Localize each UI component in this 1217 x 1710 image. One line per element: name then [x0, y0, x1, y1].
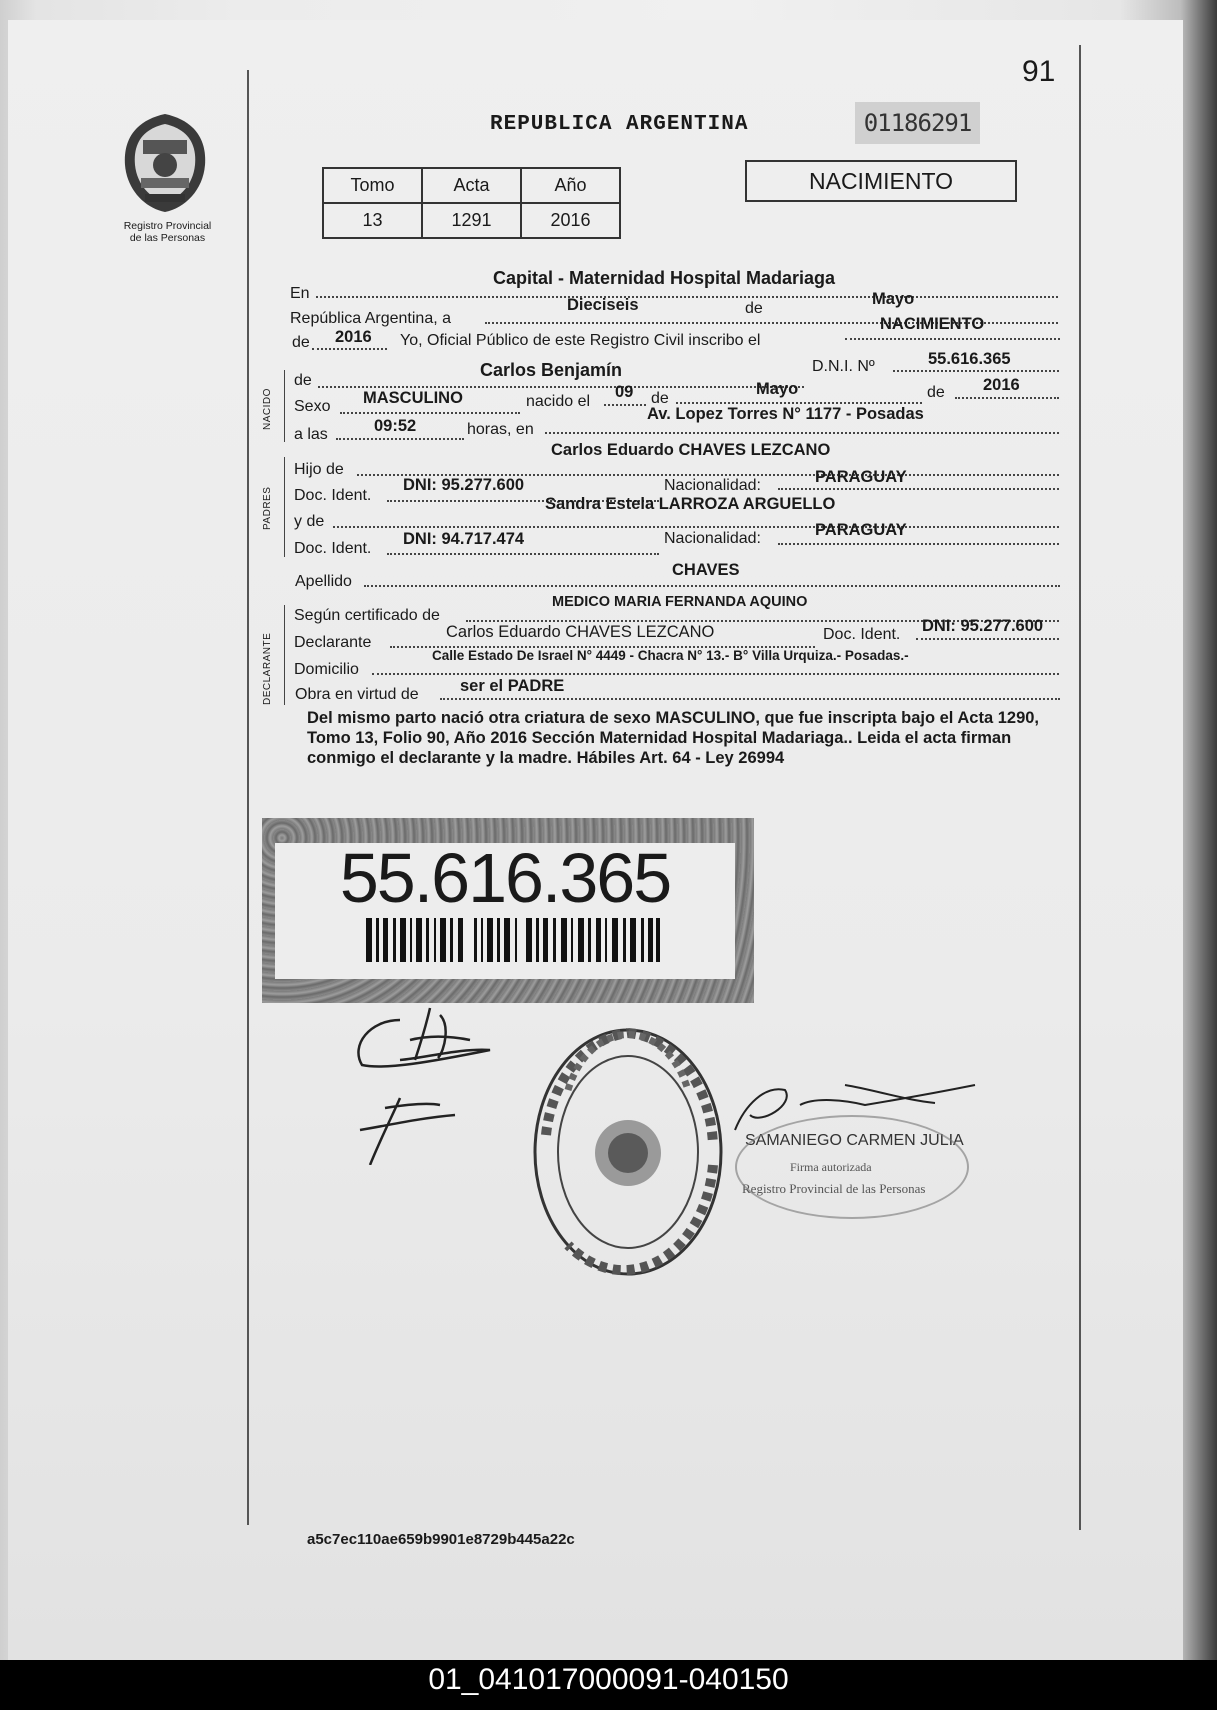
- declarant-doc-value: DNI: 95.277.600: [922, 617, 1044, 635]
- inscribo-value: NACIMIENTO: [880, 315, 985, 333]
- dni-value: 55.616.365: [928, 350, 1011, 368]
- child-name-value: Carlos Benjamín: [480, 360, 623, 380]
- barcode-icon: [366, 918, 662, 967]
- dni-label: D.N.I. Nº: [812, 358, 875, 375]
- province-emblem-icon: [115, 110, 215, 215]
- mother-name-value: Sandra Estela LARROZA ARGUELLO: [545, 495, 836, 513]
- sex-value: MASCULINO: [363, 389, 463, 407]
- dotted-line: [340, 412, 520, 414]
- obra-label: Obra en virtud de: [295, 686, 419, 703]
- observations-paragraph: Del mismo parto nació otra criatura de sexo MASCULINO, que fue inscripta bajo el Acta 1290, Tomo 13, Folio 90, Año 2016 Sección Maternidad Hospital Madariaga.. Leida el acta firman conmigo el declarante y la madre. Hábiles Art. 64 - Ley 26994: [307, 709, 1040, 767]
- document-hash: a5c7ec110ae659b9901e8729b445a22c: [307, 1531, 575, 1548]
- footer-id: 01_041017000091-040150: [428, 1663, 789, 1696]
- de-label: de: [651, 390, 669, 407]
- dni-sticker-number: 55.616.365: [339, 839, 671, 917]
- dotted-line: [845, 338, 1060, 340]
- dotted-line: [916, 638, 1059, 640]
- alas-label: a las: [294, 426, 328, 443]
- hijo-de-label: Hijo de: [294, 461, 344, 478]
- section-bracket: [284, 605, 285, 705]
- sexo-label: Sexo: [294, 398, 331, 415]
- father-nationality-value: PARAGUAY: [815, 468, 907, 486]
- dotted-line: [893, 370, 1059, 372]
- nacionalidad-label: Nacionalidad:: [664, 530, 761, 547]
- official-name: SAMANIEGO CARMEN JULIA: [745, 1132, 964, 1149]
- mother-doc-value: DNI: 94.717.474: [403, 530, 525, 548]
- de-label: de: [927, 384, 945, 401]
- place-value: Capital - Maternidad Hospital Madariaga: [493, 268, 836, 288]
- dotted-line: [372, 673, 1059, 675]
- oficial-label: Yo, Oficial Público de este Registro Civil inscribo el: [400, 332, 761, 349]
- year-value: 2016: [335, 328, 372, 346]
- table-cell: 13: [323, 203, 422, 238]
- certificate-value: MEDICO MARIA FERNANDA AQUINO: [552, 594, 808, 610]
- father-doc-value: DNI: 95.277.600: [403, 476, 525, 494]
- table-header-row: [323, 168, 620, 203]
- dotted-line: [778, 488, 1059, 490]
- section-bracket: [284, 457, 285, 557]
- table-header: Acta: [422, 168, 521, 203]
- logo-caption-line: Registro Provincial: [123, 220, 212, 232]
- table-cell: 2016: [521, 203, 620, 238]
- dotted-line: [440, 698, 1060, 700]
- tomo-acta-table: [322, 167, 621, 239]
- signature-stamp-outline: [735, 1115, 969, 1219]
- official-office: Registro Provincial de las Personas: [742, 1181, 926, 1196]
- dotted-line: [336, 438, 464, 440]
- y-de-label: y de: [294, 513, 325, 530]
- apellido-label: Apellido: [295, 573, 352, 590]
- dotted-line: [545, 432, 1059, 434]
- doc-ident-label: Doc. Ident.: [823, 626, 901, 643]
- declarante-label: Declarante: [294, 634, 372, 651]
- left-margin-line: [247, 70, 249, 1525]
- declarant-name-value: Carlos Eduardo CHAVES LEZCANO: [446, 623, 715, 641]
- dotted-line: [387, 553, 659, 555]
- month-value: Mayo: [872, 290, 915, 308]
- declarante-side-label: DECLARANTE: [262, 632, 273, 705]
- address-value: Calle Estado De Israel N° 4449 - Chacra N° 13.- B° Villa Urquiza.- Posadas.-: [432, 648, 909, 663]
- dotted-line: [312, 348, 387, 350]
- birth-year-value: 2016: [983, 376, 1020, 394]
- domicilio-label: Domicilio: [294, 661, 359, 678]
- nacionalidad-label: Nacionalidad:: [664, 477, 761, 494]
- dotted-line: [364, 585, 1060, 587]
- declarant-signature-icon: [340, 1000, 510, 1170]
- padres-side-label: PADRES: [262, 486, 273, 530]
- republica-label: República Argentina, a: [290, 310, 451, 327]
- right-margin-line: [1079, 45, 1081, 1530]
- de-label: de: [745, 300, 763, 317]
- birth-place-value: Av. Lopez Torres N° 1177 - Posadas: [647, 405, 924, 423]
- doc-ident-label: Doc. Ident.: [294, 487, 372, 504]
- en-label: En: [290, 285, 310, 302]
- surname-value: CHAVES: [672, 561, 740, 579]
- dotted-line: [333, 526, 1059, 528]
- birth-month-value: Mayo: [756, 380, 799, 398]
- birth-day-value: 09: [615, 383, 634, 401]
- father-name-value: Carlos Eduardo CHAVES LEZCANO: [551, 441, 831, 459]
- certificado-label: Según certificado de: [294, 607, 440, 624]
- dotted-line: [955, 397, 1059, 399]
- dotted-line: [778, 543, 1059, 545]
- de-label: de: [294, 372, 312, 389]
- page-number: 91: [1022, 55, 1056, 88]
- official-seal-icon: [528, 1025, 728, 1285]
- document-title: REPUBLICA ARGENTINA: [490, 113, 749, 136]
- section-bracket: [284, 370, 285, 442]
- doc-ident-label: Doc. Ident.: [294, 540, 372, 557]
- de-label: de: [292, 334, 310, 351]
- nacido-side-label: NACIDO: [262, 388, 273, 430]
- table-row: [323, 203, 620, 238]
- day-value: Dieciseis: [567, 296, 639, 314]
- table-header: Tomo: [323, 168, 422, 203]
- birth-time-value: 09:52: [374, 417, 417, 435]
- obra-value: ser el PADRE: [460, 677, 565, 695]
- horas-en-label: horas, en: [467, 421, 534, 438]
- dotted-line: [318, 386, 804, 388]
- table-header: Año: [521, 168, 620, 203]
- logo-caption: [100, 220, 235, 244]
- serial-number: 01186291: [855, 102, 980, 144]
- logo-caption-line: de las Personas: [129, 232, 206, 244]
- official-role: Firma autorizada: [790, 1160, 872, 1174]
- mother-nationality-value: PARAGUAY: [815, 521, 907, 539]
- record-type-box: NACIMIENTO: [745, 160, 1017, 202]
- nacido-el-label: nacido el: [526, 393, 591, 410]
- table-cell: 1291: [422, 203, 521, 238]
- dotted-line: [604, 404, 646, 406]
- dotted-line: [676, 402, 922, 404]
- dotted-line: [316, 296, 1058, 298]
